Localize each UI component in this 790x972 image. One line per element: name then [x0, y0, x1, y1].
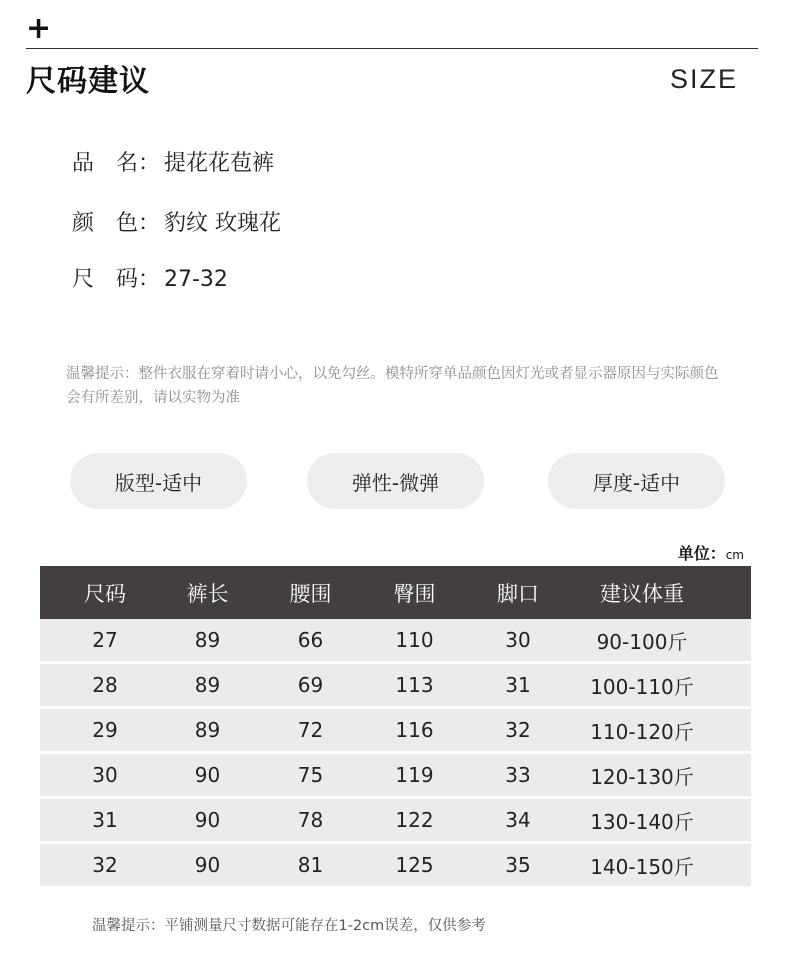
info-label: 品 名： — [72, 151, 161, 176]
header-cell-size: 尺码 — [84, 581, 126, 606]
table-cell: 34 — [505, 808, 531, 832]
table-cell: 35 — [505, 853, 531, 877]
table-cell: 29 — [92, 718, 118, 742]
table-row — [40, 664, 751, 706]
page-title: 尺码建议 — [26, 64, 150, 99]
table-cell: 120-130斤 — [590, 764, 694, 789]
info-label: 尺 码： — [72, 267, 161, 292]
header-cell-hem: 脚口 — [497, 581, 539, 606]
table-row — [40, 754, 751, 796]
table-cell: 125 — [395, 853, 434, 877]
thickness-badge: 厚度-适中 — [548, 453, 725, 509]
header-cell-hip: 臀围 — [393, 581, 436, 606]
table-cell: 119 — [395, 763, 434, 787]
table-cell: 69 — [297, 673, 324, 697]
table-row — [40, 619, 751, 661]
fit-badge: 版型-适中 — [70, 453, 247, 509]
info-value: 提花花苞裤 — [164, 151, 275, 176]
table-cell: 30 — [92, 763, 118, 787]
table-cell: 30 — [505, 628, 531, 652]
plus-icon: + — [26, 11, 52, 46]
page-title-en: SIZE — [669, 64, 738, 94]
care-tip: 温馨提示：整件衣服在穿着时请小心，以免勾丝。模特所穿单品颜色因灯光或者显示器原因与实际颜色会有所差别，请以实物为准 — [66, 366, 719, 406]
table-cell: 89 — [194, 718, 221, 742]
table-cell: 113 — [395, 673, 434, 697]
table-cell: 89 — [194, 673, 221, 697]
table-cell: 90 — [194, 808, 221, 832]
table-cell: 31 — [92, 808, 118, 832]
table-cell: 130-140斤 — [590, 809, 694, 834]
unit-value: cm — [725, 548, 744, 562]
table-cell: 31 — [505, 673, 531, 697]
table-cell: 90-100斤 — [596, 629, 688, 654]
table-cell: 110-120斤 — [590, 719, 694, 744]
table-cell: 116 — [395, 718, 434, 742]
header-cell-waist: 腰围 — [289, 581, 332, 606]
unit-label — [678, 541, 744, 564]
table-body — [40, 619, 751, 886]
table-cell: 75 — [297, 763, 324, 787]
unit-label-text: 单位： — [677, 544, 726, 563]
info-label: 颜 色： — [72, 211, 161, 236]
header-cell-weight: 建议体重 — [600, 581, 684, 606]
table-row — [40, 844, 751, 886]
table-cell: 90 — [194, 763, 221, 787]
table-cell: 72 — [297, 718, 324, 742]
table-cell: 90 — [194, 853, 221, 877]
size-table — [40, 566, 751, 886]
info-size — [72, 262, 228, 293]
info-product-name — [72, 146, 274, 177]
table-cell: 28 — [92, 673, 118, 697]
table-cell: 32 — [505, 718, 531, 742]
table-cell: 100-110斤 — [590, 674, 694, 699]
table-cell: 27 — [92, 628, 118, 652]
table-cell: 33 — [505, 763, 531, 787]
header-cell-length: 裤长 — [186, 581, 229, 606]
table-cell: 110 — [395, 628, 434, 652]
table-cell: 122 — [395, 808, 434, 832]
table-cell: 140-150斤 — [590, 854, 694, 879]
measurement-tip: 温馨提示：平铺测量尺寸数据可能存在1-2cm误差，仅供参考 — [92, 918, 486, 934]
header-divider — [26, 48, 758, 49]
info-value: 27-32 — [164, 267, 228, 292]
table-header — [40, 566, 751, 619]
elasticity-badge: 弹性-微弹 — [307, 453, 484, 509]
table-cell: 78 — [297, 808, 324, 832]
table-cell: 32 — [92, 853, 118, 877]
table-cell: 89 — [194, 628, 221, 652]
info-color — [72, 206, 281, 237]
info-value: 豹纹 玫瑰花 — [164, 211, 281, 236]
table-cell: 66 — [297, 628, 324, 652]
table-row — [40, 799, 751, 841]
table-cell: 81 — [297, 853, 324, 877]
table-row — [40, 709, 751, 751]
